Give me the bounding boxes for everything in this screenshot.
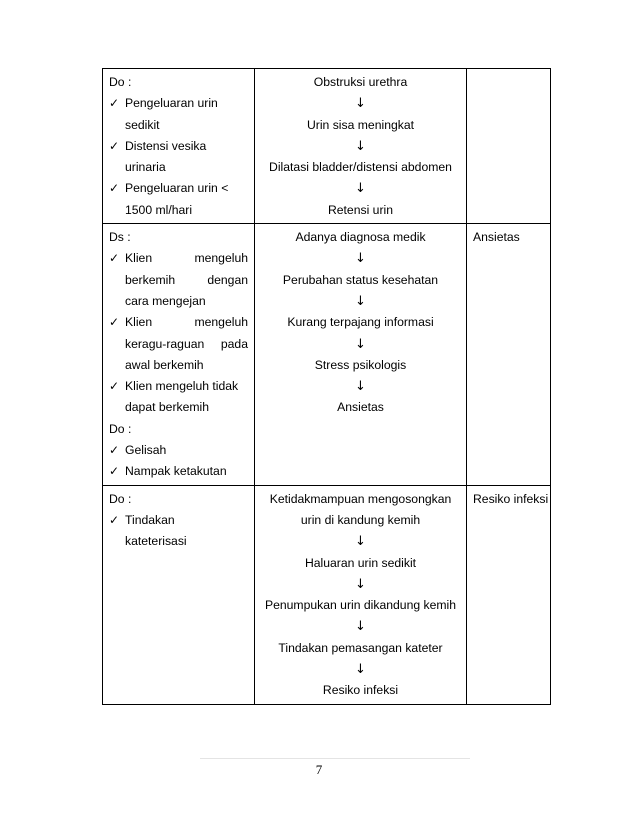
check-icon: ✓ xyxy=(109,464,120,479)
check-icon: ✓ xyxy=(109,96,120,111)
etiology-step: Adanya diagnosa medik xyxy=(295,230,426,245)
down-arrow-icon: ↓ xyxy=(355,619,366,635)
down-arrow-icon: ↓ xyxy=(355,379,366,395)
data-heading: Do : xyxy=(109,491,132,506)
list-item: ✓ Nampak ketakutan xyxy=(109,461,248,482)
footer-divider xyxy=(200,758,470,759)
word: pada xyxy=(220,336,248,351)
etiology-step: Stress psikologis xyxy=(314,357,407,372)
data-cell xyxy=(103,224,255,486)
table-row xyxy=(103,69,551,224)
list-item: ✓ Gelisah xyxy=(109,440,248,461)
check-icon: ✓ xyxy=(109,315,120,330)
check-icon: ✓ xyxy=(109,512,120,527)
data-heading: Ds : xyxy=(109,230,131,245)
etiology-step: Obstruksi urethra xyxy=(313,75,408,89)
word: mengeluh xyxy=(194,251,248,266)
data-heading: Do : xyxy=(109,421,132,436)
list-item: ✓ Pengeluaran urin sedikit xyxy=(109,93,248,136)
down-arrow-icon: ↓ xyxy=(355,662,366,678)
problem-label: Ansietas xyxy=(473,230,520,245)
down-arrow-icon: ↓ xyxy=(355,96,366,112)
data-cell xyxy=(103,69,255,224)
check-icon: ✓ xyxy=(109,138,120,153)
list-item: ✓ Klien mengeluh tidak dapat berkemih xyxy=(109,376,248,419)
list-item: ✓ Klien mengeluh keragu-raguan pada awal berkemih xyxy=(109,312,248,376)
justified-line xyxy=(125,248,248,269)
page-number: 7 xyxy=(315,762,323,777)
down-arrow-icon: ↓ xyxy=(355,181,366,197)
etiology-step: Penumpukan urin dikandung kemih xyxy=(264,598,457,613)
word: Klien xyxy=(125,251,153,266)
word: keragu-raguan xyxy=(125,336,205,351)
word: dengan xyxy=(207,272,248,287)
list-item: ✓ Pengeluaran urin < 1500 ml/hari xyxy=(109,178,248,221)
etiology-step: Resiko infeksi xyxy=(322,683,399,698)
justified-line xyxy=(125,312,248,333)
table-row xyxy=(103,485,551,704)
check-icon: ✓ xyxy=(109,443,120,458)
etiology-step: urin di kandung kemih xyxy=(300,512,421,527)
etiology-step: Dilatasi bladder/distensi abdomen xyxy=(269,160,452,175)
word: berkemih xyxy=(125,272,176,287)
list-item: ✓ Distensi vesika urinaria xyxy=(109,136,248,179)
etiology-cell xyxy=(255,485,467,704)
check-icon: ✓ xyxy=(109,251,120,266)
down-arrow-icon: ↓ xyxy=(355,293,366,309)
justified-line xyxy=(125,334,248,355)
down-arrow-icon: ↓ xyxy=(355,251,366,267)
problem-cell xyxy=(467,485,551,704)
etiology-cell xyxy=(255,224,467,486)
etiology-step: Ansietas xyxy=(337,400,384,415)
etiology-step: Retensi urin xyxy=(327,202,394,217)
check-icon: ✓ xyxy=(109,181,120,196)
down-arrow-icon: ↓ xyxy=(355,138,366,154)
etiology-step: Perubahan status kesehatan xyxy=(282,272,439,287)
problem-label: Resiko infeksi xyxy=(473,491,549,506)
etiology-cell xyxy=(255,69,467,224)
data-cell xyxy=(103,485,255,704)
down-arrow-icon: ↓ xyxy=(355,534,366,550)
data-heading: Do : xyxy=(109,75,132,89)
word: Klien xyxy=(125,315,153,330)
down-arrow-icon: ↓ xyxy=(355,336,366,352)
list-item: ✓ Tindakan kateterisasi xyxy=(109,510,248,553)
nursing-analysis-table xyxy=(102,68,551,705)
word: mengeluh xyxy=(194,315,248,330)
etiology-step: Tindakan pemasangan kateter xyxy=(278,640,443,655)
list-item: ✓ Klien mengeluh berkemih dengan cara mengejan xyxy=(109,248,248,312)
down-arrow-icon: ↓ xyxy=(355,576,366,592)
etiology-step: Kurang terpajang informasi xyxy=(287,315,434,330)
problem-label xyxy=(473,72,544,93)
justified-line xyxy=(125,270,248,291)
check-icon: ✓ xyxy=(109,379,120,394)
etiology-step: Haluaran urin sedikit xyxy=(304,555,417,570)
etiology-step: Urin sisa meningkat xyxy=(306,117,415,132)
table-row xyxy=(103,224,551,486)
problem-cell xyxy=(467,69,551,224)
etiology-step: Ketidakmampuan mengosongkan xyxy=(269,491,452,506)
problem-cell xyxy=(467,224,551,486)
